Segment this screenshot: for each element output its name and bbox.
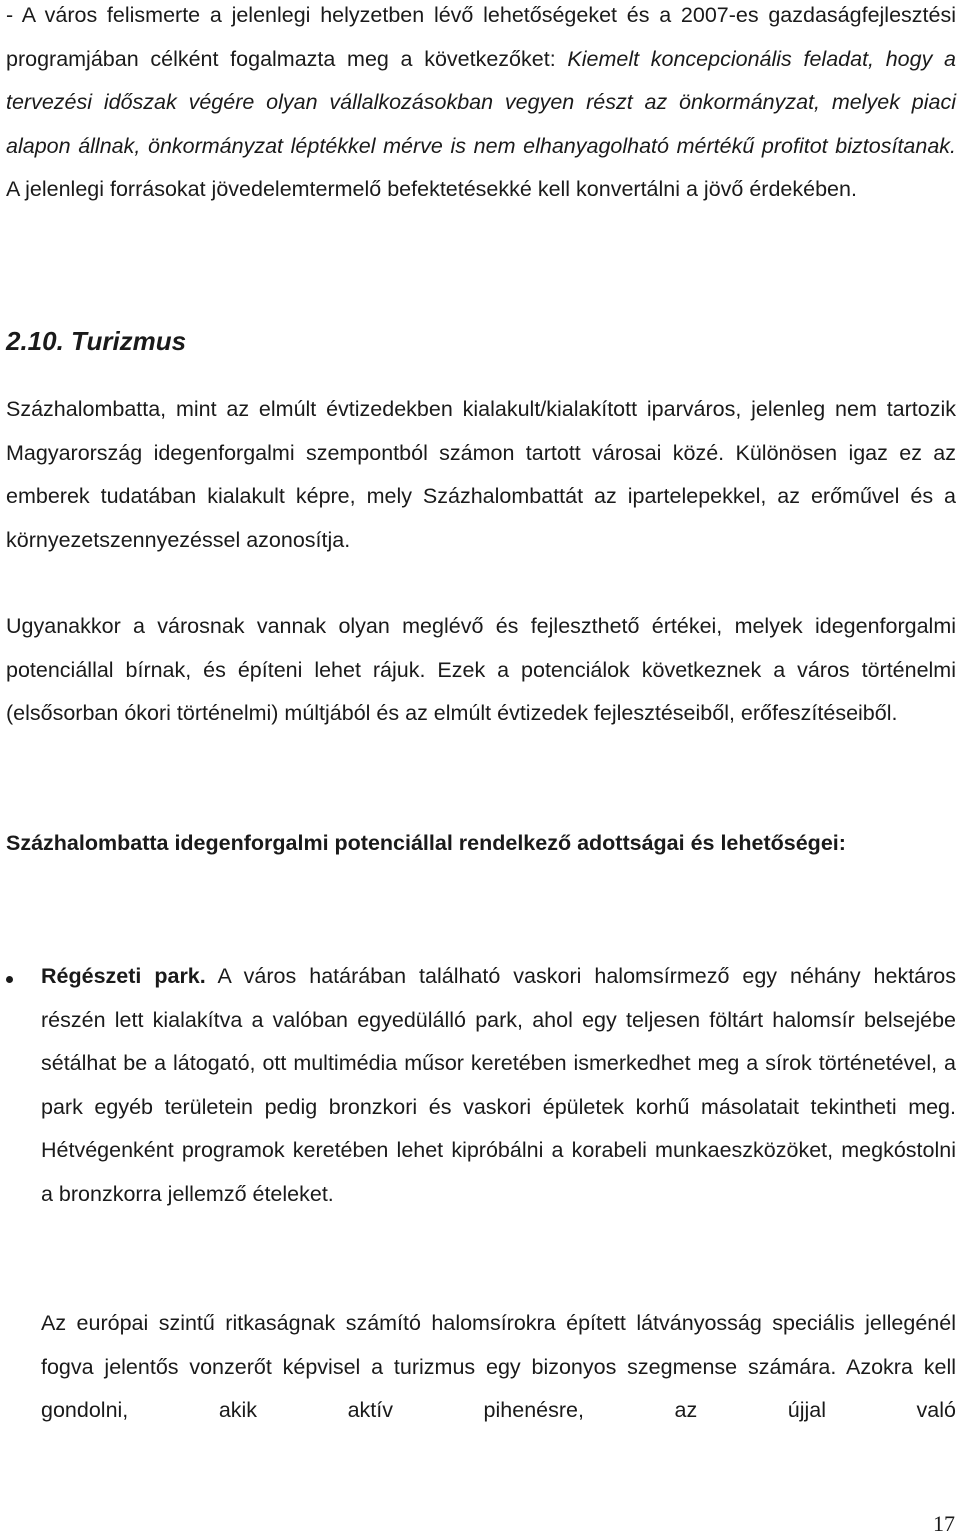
section-heading: 2.10. Turizmus [6, 326, 187, 356]
subheading-potentials: Százhalombatta idegenforgalmi potenciállal rendelkező adottságai és lehetőségei: [6, 831, 846, 855]
quoted-goal: Kiemelt koncepcionális feladat, hogy a tervezési időszak végére olyan vállalkozásokban vegyen részt az önkormányzat, melyek piaci alapon állnak, önkormányzat léptékkel mérve is nem elhanyagolható mértékű profitot biztosítanak. [6, 46, 956, 158]
paragraph-economic-program [6, 0, 956, 212]
bullet-text [41, 955, 956, 1216]
paragraph-tourism-potential: Ugyanakkor a városnak vannak olyan meglévő és fejleszthető értékei, melyek idegenforgalmi potenciállal bírnak, és építeni lehet rájuk. Ezek a potenciálok következnek a város történelmi (elsősorban ókori történelmi) múltjából és az elmúlt évtizedek fejlesztéseiből, erőfeszítéseiből. [6, 614, 956, 725]
paragraph-intro: - A város felismerte a jelenlegi helyzetben lévő lehetőségeket és a 2007-es gazdaságfejlesztési programjában célként fogalmazta meg a következőket: [6, 3, 956, 71]
bullet-dot-icon [6, 976, 13, 983]
paragraph-outro: A jelenlegi forrásokat jövedelemtermelő befektetésekké kell konvertálni a jövő érdekében. [6, 177, 857, 201]
paragraph-european-rarity: Az európai szintű ritkaságnak számító halomsírokra épített látványosság speciális jellegénél fogva jelentős vonzerőt képvisel a turizmus egy bizonyos szegmense számára. Azokra kell gondolni, akik aktív pihenésre, az újjal való [41, 1311, 956, 1422]
page-number: 17 [933, 1511, 955, 1536]
bullet-title: Régészeti park. [41, 964, 206, 988]
paragraph-industrial-city: Százhalombatta, mint az elmúlt évtizedekben kialakult/kialakított iparváros, jelenleg nem tartozik Magyarország idegenforgalmi szempontból számon tartott városai közé. Különösen igaz ez az emberek tudatában kialakult képre, mely Százhalombattát az ipartelepekkel, az erőművel és a környezetszennyezéssel azonosítja. [6, 397, 956, 552]
bullet-description: A város határában található vaskori halomsírmező egy néhány hektáros részén lett kialakítva a valóban egyedülálló park, ahol egy teljesen föltárt halomsír belsejébe sétálhat be a látogató, ott multimédia műsor keretében ismerkedhet meg a sírok történetével, a park egyéb területein pedig bronzkori és vaskori épületek korhű másolatait tekintheti meg. Hétvégenként programok keretében lehet kipróbálni a korabeli munkaeszközöket, megkóstolni a bronzkorra jellemző ételeket. [41, 964, 957, 1206]
